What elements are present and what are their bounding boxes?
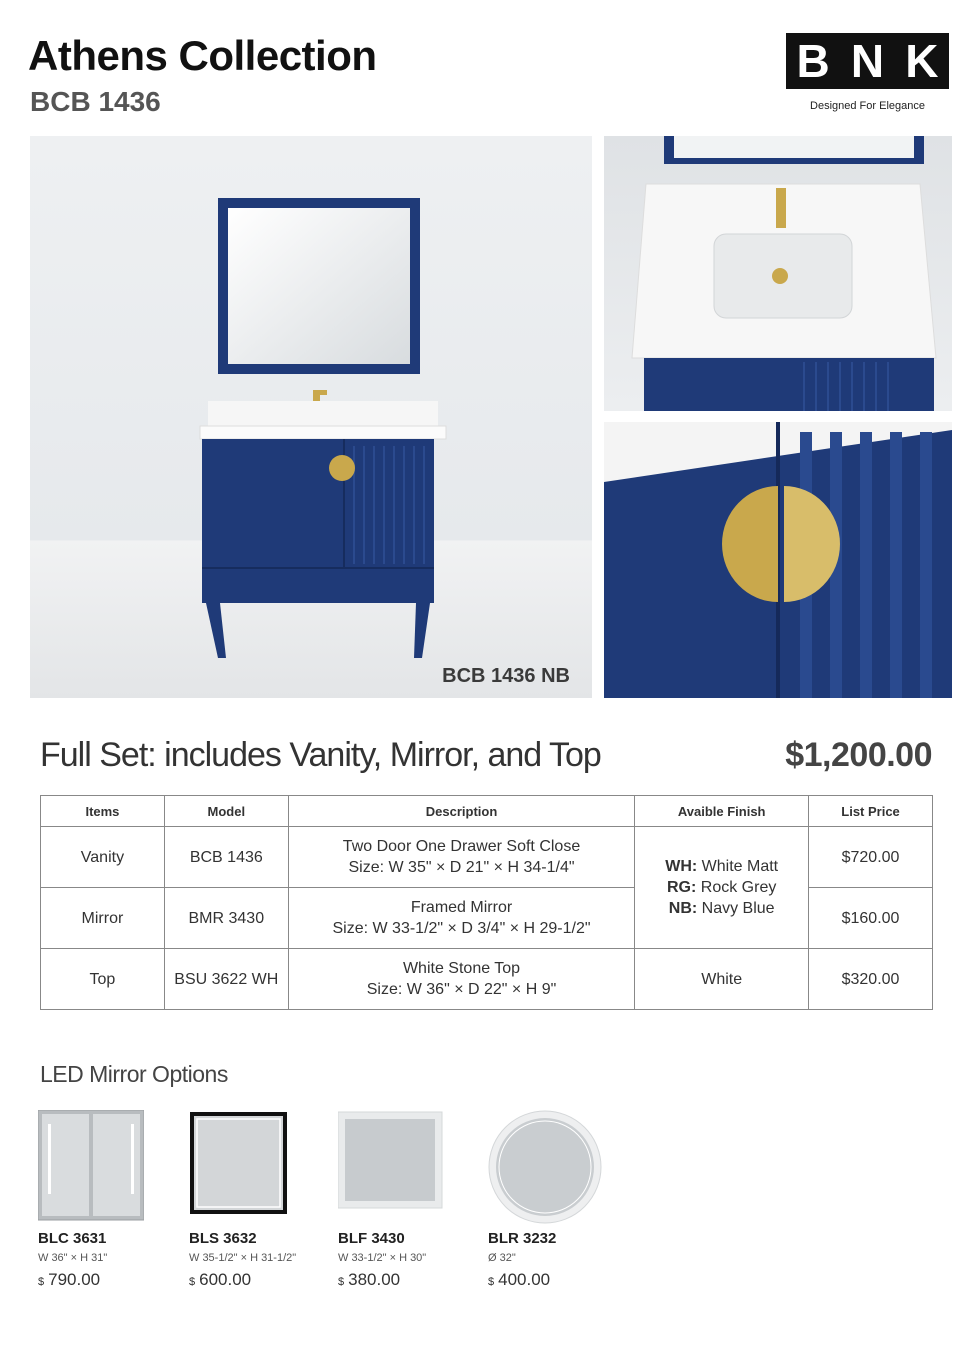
desc-size: Size: W 33-1/2" × D 3/4" × H 29-1/2" <box>332 920 591 937</box>
mirror-price: $ 600.00 <box>189 1270 252 1289</box>
mirror-size: W 33-1/2" × H 30" <box>338 1252 427 1264</box>
row-item: Vanity <box>41 827 165 888</box>
logo-letter-k: K <box>905 35 939 87</box>
page-title: Athens Collection <box>28 32 377 79</box>
led-section-title: LED Mirror Options <box>40 1061 228 1087</box>
row-model: BSU 3622 WH <box>164 949 288 1010</box>
square-mirror-icon <box>189 1110 289 1222</box>
brand-tagline: Designed For Elegance <box>810 100 925 112</box>
mirror-price: $ 400.00 <box>488 1270 551 1289</box>
led-mirror-blf3430 <box>338 1110 478 1289</box>
logo-letter-b: B <box>796 35 830 87</box>
spec-table <box>40 795 933 1010</box>
mirror-name: BLR 3232 <box>488 1230 557 1247</box>
row-model: BMR 3430 <box>164 888 288 949</box>
header-description: Description <box>288 796 635 827</box>
handle-illustration <box>604 422 952 698</box>
model-number: BCB 1436 <box>30 86 161 117</box>
row-description <box>288 827 635 888</box>
main-photo-label: BCB 1436 NB <box>442 665 570 687</box>
fullset-description: Full Set: includes Vanity, Mirror, and Top <box>40 736 601 774</box>
table-row <box>41 949 933 1010</box>
logo-letter-n: N <box>850 35 885 87</box>
led-mirror-blc3631 <box>38 1110 178 1289</box>
mirror-image <box>338 1110 478 1222</box>
finish-options <box>635 827 809 949</box>
row-description <box>288 949 635 1010</box>
round-mirror-icon <box>488 1110 604 1226</box>
mirror-price: $ 380.00 <box>338 1270 401 1289</box>
table-row <box>41 827 933 888</box>
header-items: Items <box>41 796 165 827</box>
mirror-name: BLS 3632 <box>189 1230 257 1247</box>
mirror-image <box>488 1110 628 1222</box>
mirror-image <box>189 1110 329 1222</box>
row-model: BCB 1436 <box>164 827 288 888</box>
mirror-size: W 36" × H 31" <box>38 1252 108 1264</box>
mirror-name: BLF 3430 <box>338 1230 405 1247</box>
finish-rg: RG: Rock Grey <box>667 879 777 896</box>
led-mirror-bls3632 <box>189 1110 329 1289</box>
vanity-illustration <box>30 136 592 698</box>
frameless-mirror-icon <box>338 1110 444 1222</box>
sink-illustration <box>604 136 952 411</box>
led-mirror-blr3232 <box>488 1110 628 1289</box>
brand-logo <box>786 33 949 89</box>
table-header-row <box>41 796 933 827</box>
desc-line: Two Door One Drawer Soft Close <box>342 838 581 855</box>
mirror-name: BLC 3631 <box>38 1230 107 1247</box>
row-item: Mirror <box>41 888 165 949</box>
row-finish: White <box>635 949 809 1010</box>
desc-size: Size: W 35" × D 21" × H 34-1/4" <box>348 859 575 876</box>
finish-wh: WH: White Matt <box>665 858 779 875</box>
mirror-image <box>38 1110 178 1222</box>
mirror-size: W 35-1/2" × H 31-1/2" <box>189 1252 297 1264</box>
desc-line: Framed Mirror <box>410 899 513 916</box>
main-product-photo <box>30 136 592 698</box>
row-price: $160.00 <box>809 888 933 949</box>
header-price: List Price <box>809 796 933 827</box>
row-price: $320.00 <box>809 949 933 1010</box>
finish-nb: NB: Navy Blue <box>668 900 775 917</box>
row-price: $720.00 <box>809 827 933 888</box>
row-description <box>288 888 635 949</box>
header-finish: Avaible Finish <box>635 796 809 827</box>
mirror-price: $ 790.00 <box>38 1270 101 1289</box>
sink-detail-photo <box>604 136 952 411</box>
header-model: Model <box>164 796 288 827</box>
desc-size: Size: W 36" × D 22" × H 9" <box>366 981 557 998</box>
row-item: Top <box>41 949 165 1010</box>
handle-detail-photo <box>604 422 952 698</box>
medicine-cabinet-icon <box>38 1110 144 1222</box>
desc-line: White Stone Top <box>402 960 521 977</box>
fullset-price: $1,200.00 <box>785 736 932 774</box>
mirror-size: Ø 32" <box>488 1252 516 1264</box>
